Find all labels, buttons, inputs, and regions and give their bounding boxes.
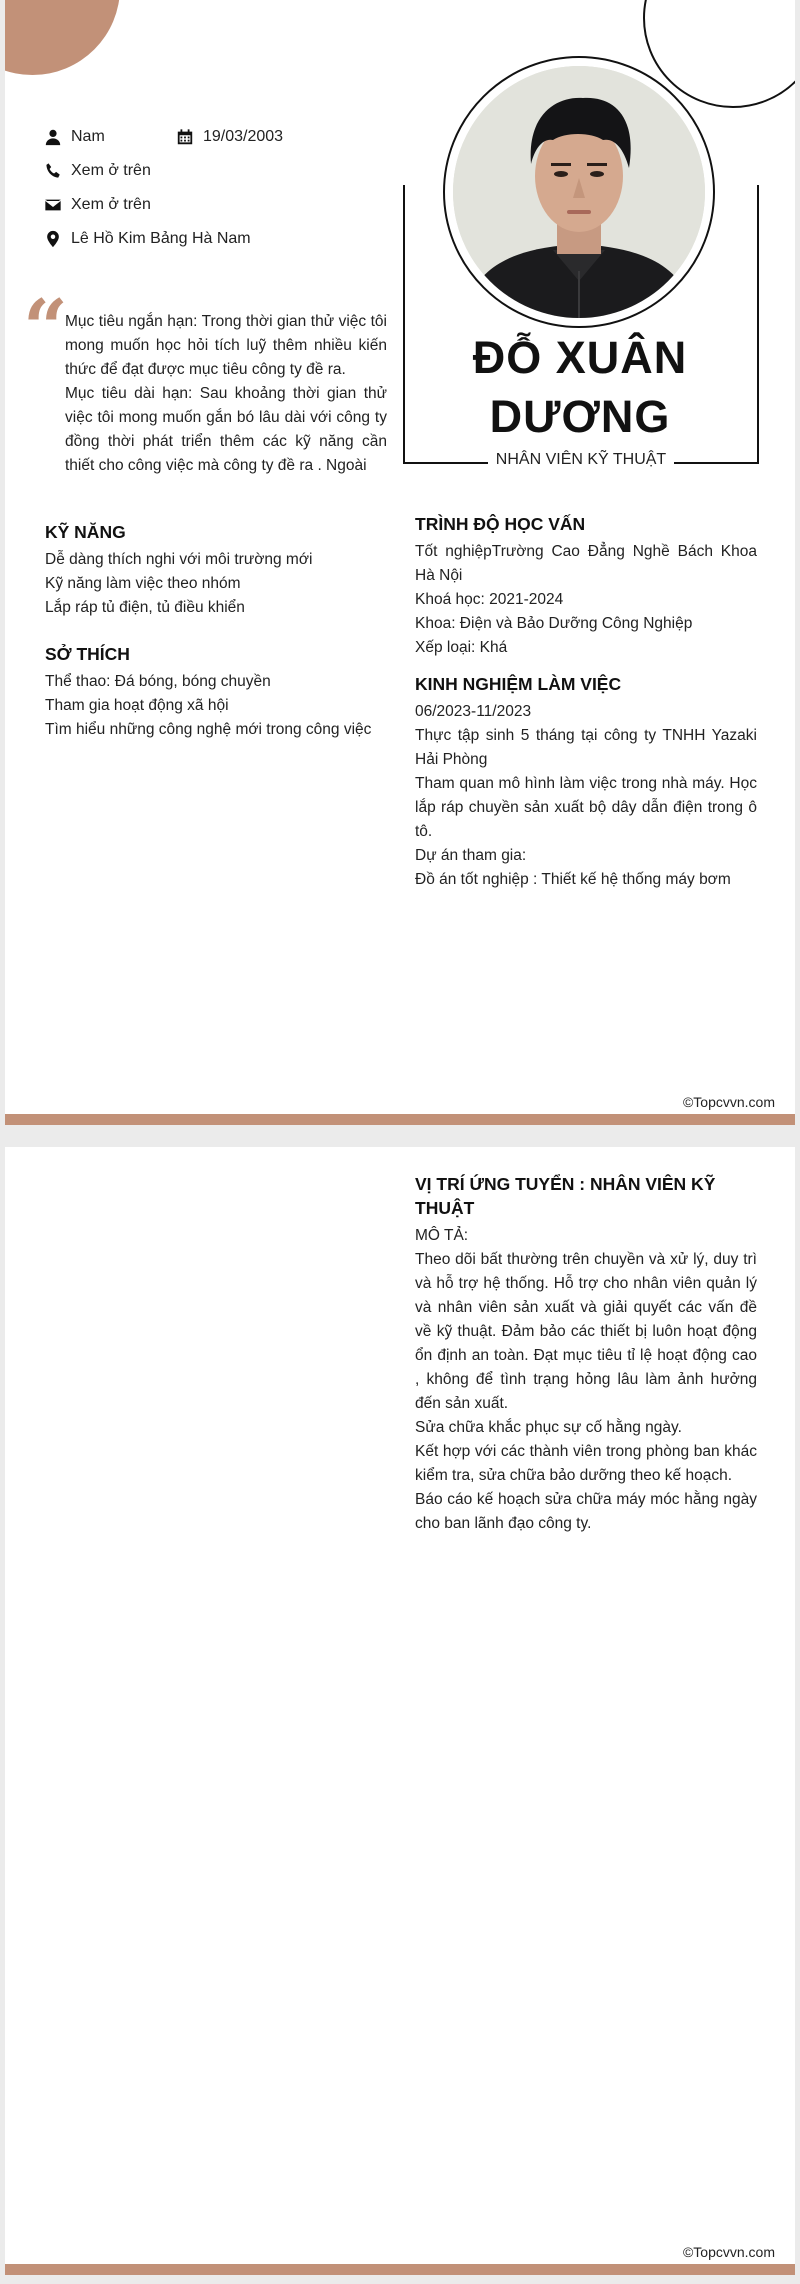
- cv-page-2: [5, 1147, 795, 2275]
- phone-row: [43, 161, 151, 181]
- gender-row: [43, 127, 105, 147]
- address-value: Lê Hồ Kim Bảng Hà Nam: [71, 230, 251, 247]
- experience-line: 06/2023-11/2023: [415, 703, 532, 720]
- skill-item: Dễ dàng thích nghi với môi trường mới: [45, 551, 313, 568]
- skills-section: [45, 520, 355, 620]
- cv-page-1: [5, 0, 795, 1125]
- position-heading: VỊ TRÍ ỨNG TUYỂN : NHÂN VIÊN KỸ THUẬT: [415, 1174, 716, 1218]
- address-row: [43, 229, 251, 249]
- copyright-text: ©Topcvvn.com: [682, 2244, 775, 2260]
- experience-heading: KINH NGHIỆM LÀM VIỆC: [415, 674, 622, 694]
- education-line: Tốt nghiệpTrường Cao Đẳng Nghề Bách Khoa Hà Nội: [415, 543, 757, 584]
- position-line: Báo cáo kế hoạch sửa chữa máy móc hằng ngày cho ban lãnh đạo công ty.: [415, 1491, 757, 1532]
- job-title: NHÂN VIÊN KỸ THUẬT: [488, 448, 674, 472]
- skill-item: Kỹ năng làm việc theo nhóm: [45, 575, 241, 592]
- experience-line: Đồ án tốt nghiệp : Thiết kế hệ thống máy bơm: [415, 871, 731, 888]
- experience-section: [415, 672, 757, 892]
- position-line: Kết hợp với các thành viên trong phòng ban khác kiểm tra, sửa chữa bảo dưỡng theo kế hoạch.: [415, 1443, 757, 1484]
- objective-long-term: Mục tiêu dài hạn: Sau khoảng thời gian thử việc tôi mong muốn gắn bó lâu dài với công ty đồng thời phát triển thêm các kỹ năng cần thiết cho công việc mà công ty đề ra . Ngoài: [65, 385, 387, 474]
- envelope-icon: [43, 195, 63, 215]
- hobbies-section: [45, 642, 373, 742]
- skill-item: Lắp ráp tủ điện, tủ điều khiển: [45, 599, 245, 616]
- education-line: Khoa: Điện và Bảo Dưỡng Công Nghiệp: [415, 615, 693, 632]
- education-heading: TRÌNH ĐỘ HỌC VẤN: [415, 514, 586, 534]
- candidate-name: [405, 328, 755, 446]
- dob-row: [175, 127, 283, 147]
- position-line: MÔ TẢ:: [415, 1227, 469, 1244]
- hobby-item: Tìm hiểu những công nghệ mới trong công việc: [45, 721, 372, 738]
- person-icon: [43, 127, 63, 147]
- experience-line: Dự án tham gia:: [415, 847, 527, 864]
- candidate-name-line2: DƯƠNG: [489, 391, 671, 442]
- position-section: [415, 1172, 757, 1536]
- hobbies-heading: SỞ THÍCH: [45, 644, 130, 664]
- education-line: Xếp loại: Khá: [415, 639, 508, 656]
- avatar: [443, 56, 715, 328]
- phone-icon: [43, 161, 63, 181]
- avatar-photo: [453, 66, 705, 318]
- quote-icon: “: [23, 283, 68, 374]
- email-row: [43, 195, 151, 215]
- phone-value[interactable]: Xem ở trên: [71, 162, 151, 179]
- skills-heading: KỸ NĂNG: [45, 522, 126, 542]
- education-section: [415, 512, 757, 660]
- job-title-row: [403, 448, 759, 472]
- position-line: Sửa chữa khắc phục sự cố hằng ngày.: [415, 1419, 682, 1436]
- objective-short-term: Mục tiêu ngắn hạn: Trong thời gian thử việc tôi mong muốn học hỏi tích luỹ thêm nhiều kiến thức để đạt được mục tiêu công ty đề ra.: [65, 313, 387, 378]
- footer-bar: [5, 2264, 795, 2275]
- dob-value: 19/03/2003: [203, 128, 284, 145]
- gender-value: Nam: [71, 128, 105, 145]
- calendar-icon: [175, 127, 195, 147]
- experience-line: Thực tập sinh 5 tháng tại công ty TNHH Yazaki Hải Phòng: [415, 727, 757, 768]
- decorative-corner-blob: [5, 0, 120, 75]
- career-objective: [65, 310, 387, 478]
- education-line: Khoá học: 2021-2024: [415, 591, 564, 608]
- experience-line: Tham quan mô hình làm việc trong nhà máy. Học lắp ráp chuyền sản xuất bộ dây dẫn điện trong ô tô.: [415, 775, 757, 840]
- candidate-name-line1: ĐỖ XUÂN: [472, 332, 688, 383]
- email-value[interactable]: Xem ở trên: [71, 196, 151, 213]
- hobby-item: Tham gia hoạt động xã hội: [45, 697, 229, 714]
- copyright-text: ©Topcvvn.com: [682, 1094, 775, 1110]
- hobby-item: Thể thao: Đá bóng, bóng chuyền: [45, 673, 271, 690]
- position-line: Theo dõi bất thường trên chuyền và xử lý, duy trì và hỗ trợ hệ thống. Hỗ trợ cho nhân viên quản lý và nhân viên sản xuất và giải quyết các vấn đề về kỹ thuật. Đảm bảo các thiết bị luôn hoạt động ổn định an toàn. Đạt mục tiêu tỉ lệ hoạt động cao , không để tình trạng hỏng lâu làm ảnh hưởng đến sản xuất.: [415, 1251, 757, 1412]
- location-pin-icon: [43, 229, 63, 249]
- footer-bar: [5, 1114, 795, 1125]
